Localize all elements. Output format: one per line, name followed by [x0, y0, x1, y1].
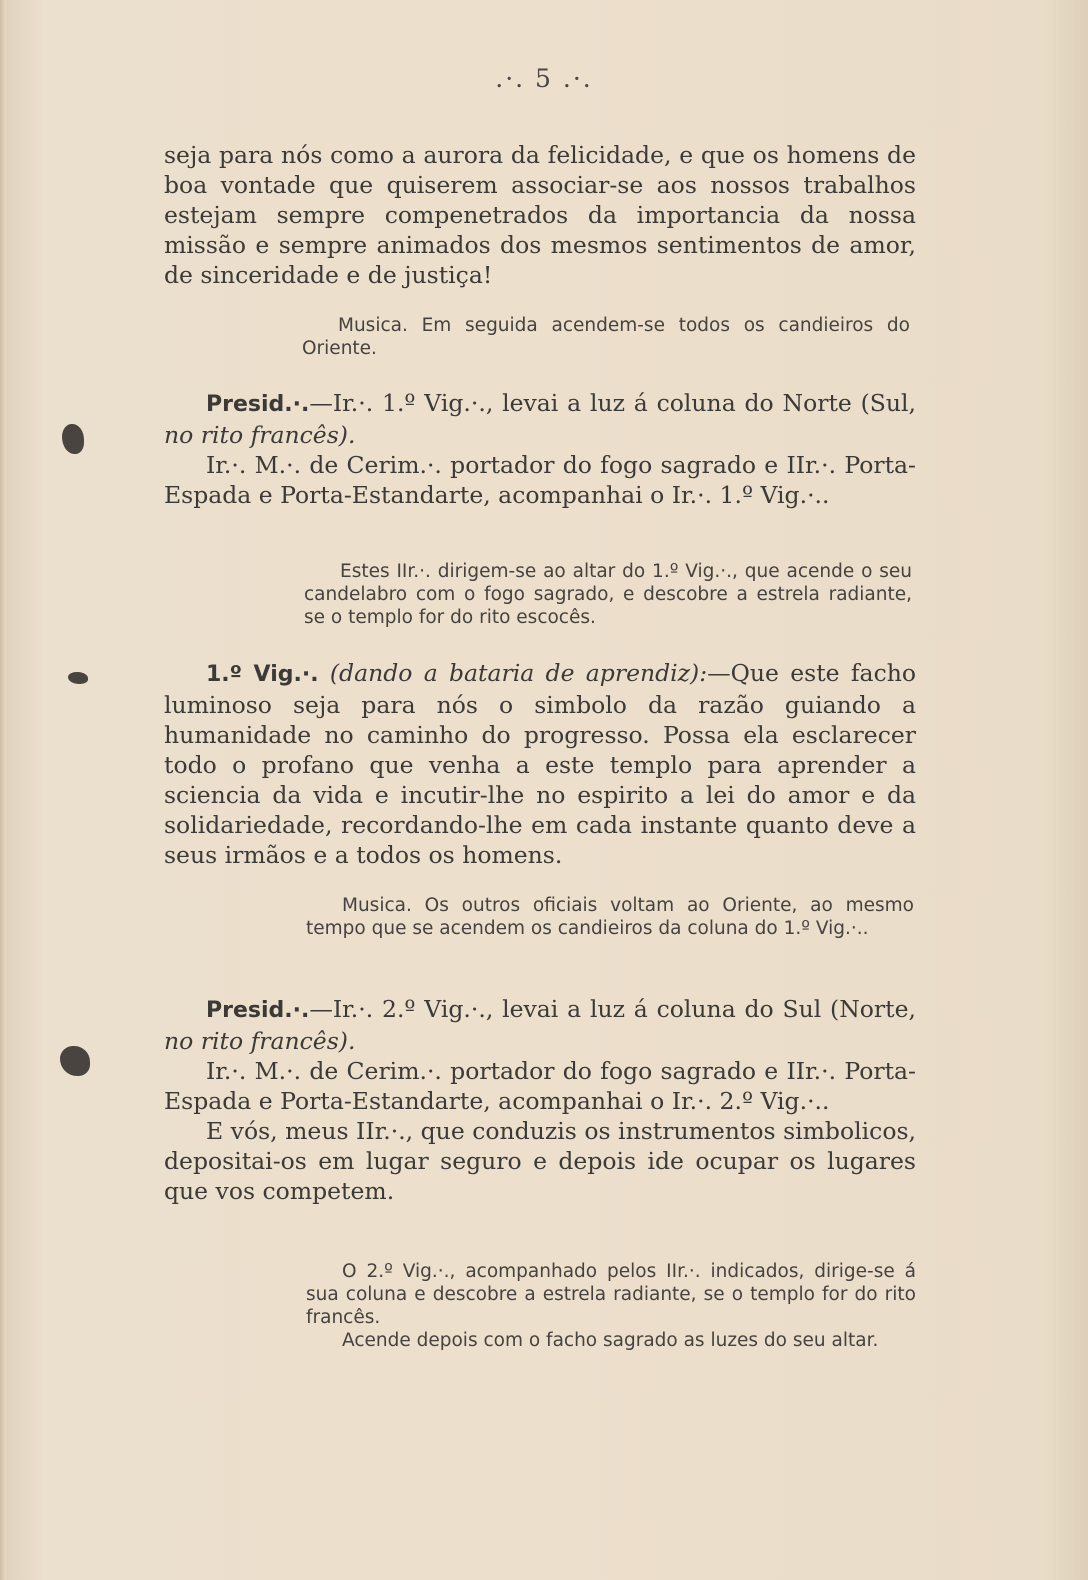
paragraph-4	[164, 994, 916, 1206]
stage-direction-text: Estes IIr.·. dirigem-se ao altar do 1.º Vig.·., que acende o seu candelabro com o fogo sagrado, e descobre a estrela radiante, se o templo for do rito escocês.	[304, 561, 912, 628]
dialogue-line: Ir.·. M.·. de Cerim.·. portador do fogo sagrado e IIr.·. Porta-Espada e Porta-Estandarte, acompanhai o Ir.·. 2.º Vig.·..	[164, 1057, 916, 1115]
margin-stain	[68, 672, 88, 684]
paragraph-text: seja para nós como a aurora da felicidade, e que os homens de boa vontade que quiserem associar-se aos nossos trabalhos estejam sempre compenetrados da importancia da nossa missão e sempre animados dos mesmos sentimentos de amor, de sinceridade e de justiça!	[164, 141, 916, 289]
stage-direction-4	[306, 1260, 916, 1352]
margin-stain	[62, 424, 84, 454]
stage-direction-3	[306, 894, 914, 940]
dialogue-line: E vós, meus IIr.·., que conduzis os instrumentos simbolicos, depositai-os em lugar seguro e depois ide ocupar os lugares que vos competem.	[164, 1117, 916, 1205]
dialogue-text: —Ir.·. 1.º Vig.·., levai a luz á coluna do Norte (Sul,	[309, 389, 916, 417]
speaker-label: Presid.·.	[206, 392, 310, 417]
paragraph-1	[164, 140, 916, 290]
stage-direction-text: Acende depois com o facho sagrado as luzes do seu altar.	[342, 1330, 879, 1351]
page-number: .·. 5 .·.	[495, 64, 593, 93]
dialogue-line	[164, 658, 916, 870]
speaker-label: Presid.·.	[206, 998, 310, 1023]
stage-direction-text: Musica. Em seguida acendem-se todos os candieiros do Oriente.	[302, 315, 910, 359]
dialogue-line	[164, 388, 916, 450]
margin-stain	[60, 1046, 90, 1076]
speaker-label: 1.º Vig.·.	[206, 662, 319, 687]
stage-direction-1	[302, 314, 910, 360]
paragraph-3	[164, 658, 916, 870]
dialogue-text: —Que este facho luminoso seja para nós o simbolo da razão guiando a humanidade no caminho do progresso. Possa ela esclarecer todo o profano que venha a este templo para aprender a sciencia da vida e incutir-lhe no espirito a lei do amor e da solidariedade, recordando-lhe em cada instante quanto deve a seus irmãos e a todos os homens.	[164, 659, 917, 869]
dialogue-line: Ir.·. M.·. de Cerim.·. portador do fogo sagrado e IIr.·. Porta-Espada e Porta-Estandarte, acompanhai o Ir.·. 1.º Vig.·..	[164, 451, 916, 509]
italic-text: (dando a bataria de aprendiz):	[329, 659, 708, 687]
dialogue-text: —Ir.·. 2.º Vig.·., levai a luz á coluna do Sul (Norte,	[309, 995, 916, 1023]
stage-direction-text: O 2.º Vig.·., acompanhado pelos IIr.·. indicados, dirige-se á sua coluna e descobre a estrela radiante, se o templo for do rito francês.	[306, 1261, 916, 1328]
page-binding-edge	[0, 0, 6, 1580]
italic-text: no rito francês).	[164, 421, 356, 449]
dialogue-line	[164, 994, 916, 1056]
paragraph-2	[164, 388, 916, 510]
stage-direction-2	[304, 560, 912, 629]
italic-text: no rito francês).	[164, 1027, 356, 1055]
stage-direction-text: Musica. Os outros oficiais voltam ao Oriente, ao mesmo tempo que se acendem os candieiros da coluna do 1.º Vig.·..	[306, 895, 914, 939]
